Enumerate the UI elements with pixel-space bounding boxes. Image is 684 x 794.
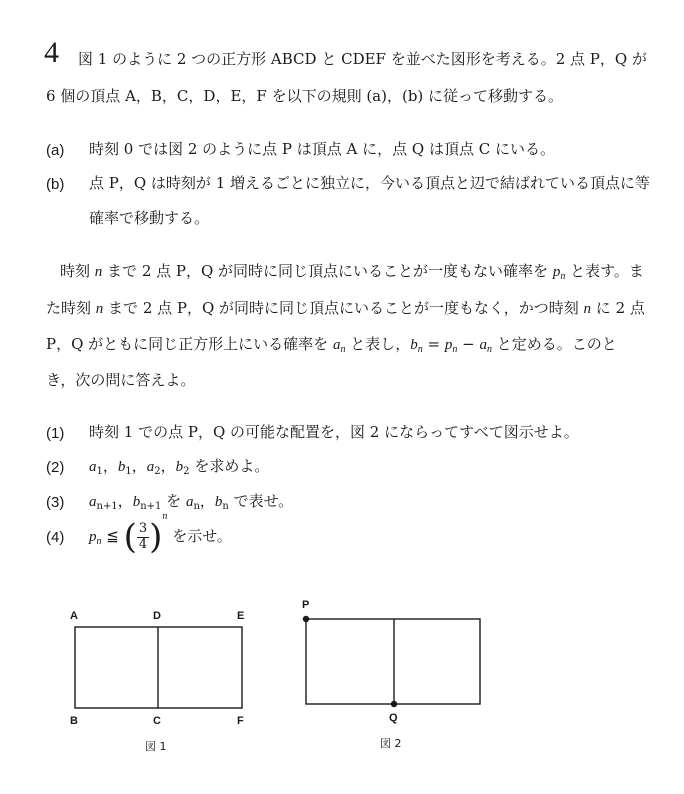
definition-line-3: P，Q がともに同じ正方形上にいる確率を $a_n$ と表し，$b_n = p_n - a_n$ と定める。このと bbox=[46, 335, 617, 355]
intro-line-1: 図 1 のように 2 つの正方形 ABCD と CDEF を並べた図形を考える。2 点 P，Q が bbox=[78, 50, 647, 68]
point-p-dot bbox=[303, 616, 309, 622]
figure-1-caption: 図 1 bbox=[145, 740, 167, 753]
figure-2 bbox=[303, 616, 480, 707]
rule-a-text: 時刻 0 では図 2 のように点 P は頂点 A に，点 Q は頂点 C にいる。 bbox=[89, 140, 556, 158]
point-q-dot bbox=[391, 701, 397, 707]
vertex-e-label: E bbox=[237, 610, 245, 622]
rule-a-label: (a) bbox=[46, 142, 65, 159]
rule-b-text-1: 点 P，Q は時刻が 1 増えるごとに独立に，今いる頂点と辺で結ばれている頂点に等 bbox=[89, 174, 651, 192]
point-q-label: Q bbox=[389, 712, 398, 724]
rule-b-label: (b) bbox=[46, 176, 65, 193]
intro-line-2: 6 個の頂点 A，B，C，D，E，F を以下の規則 (a)，(b) に従って移動する。 bbox=[46, 87, 564, 105]
figure-2-outer-rect bbox=[306, 619, 480, 704]
question-2-text: $a_1$，$b_1$，$a_2$，$b_2$ を求めよ。 bbox=[89, 457, 270, 477]
vertex-f-label: F bbox=[237, 715, 244, 727]
problem-number: 4 bbox=[44, 36, 59, 69]
point-p-label: P bbox=[302, 599, 310, 611]
question-4-text: $p_n$ ≦ ( $\frac{3}{4}$ )$^n$ を示せ。 bbox=[89, 511, 232, 557]
question-2-label: (2) bbox=[46, 459, 65, 476]
question-3-label: (3) bbox=[46, 494, 65, 511]
definition-line-2: た時刻 n まで 2 点 P，Q が同時に同じ頂点にいることが一度もなく，かつ時刻 n に 2 点 bbox=[46, 299, 645, 317]
definition-line-4: き，次の問に答えよ。 bbox=[46, 371, 196, 389]
question-1-label: (1) bbox=[46, 425, 65, 442]
question-4-label: (4) bbox=[46, 529, 65, 546]
vertex-c-label: C bbox=[153, 715, 161, 727]
vertex-b-label: B bbox=[70, 715, 78, 727]
figure-2-caption: 図 2 bbox=[380, 737, 402, 750]
figure-1 bbox=[75, 627, 242, 708]
question-3-text: $a_{n+1}$，$b_{n+1}$ を $a_n$，$b_n$ で表せ。 bbox=[89, 492, 294, 512]
question-1-text: 時刻 1 での点 P，Q の可能な配置を，図 2 にならってすべて図示せよ。 bbox=[89, 423, 579, 441]
rule-b-text-2: 確率で移動する。 bbox=[89, 209, 210, 227]
definition-line-1: 時刻 n まで 2 点 P，Q が同時に同じ頂点にいることが一度もない確率を $p_n$ と表す。ま bbox=[60, 262, 644, 282]
vertex-a-label: A bbox=[70, 610, 78, 622]
vertex-d-label: D bbox=[153, 610, 161, 622]
